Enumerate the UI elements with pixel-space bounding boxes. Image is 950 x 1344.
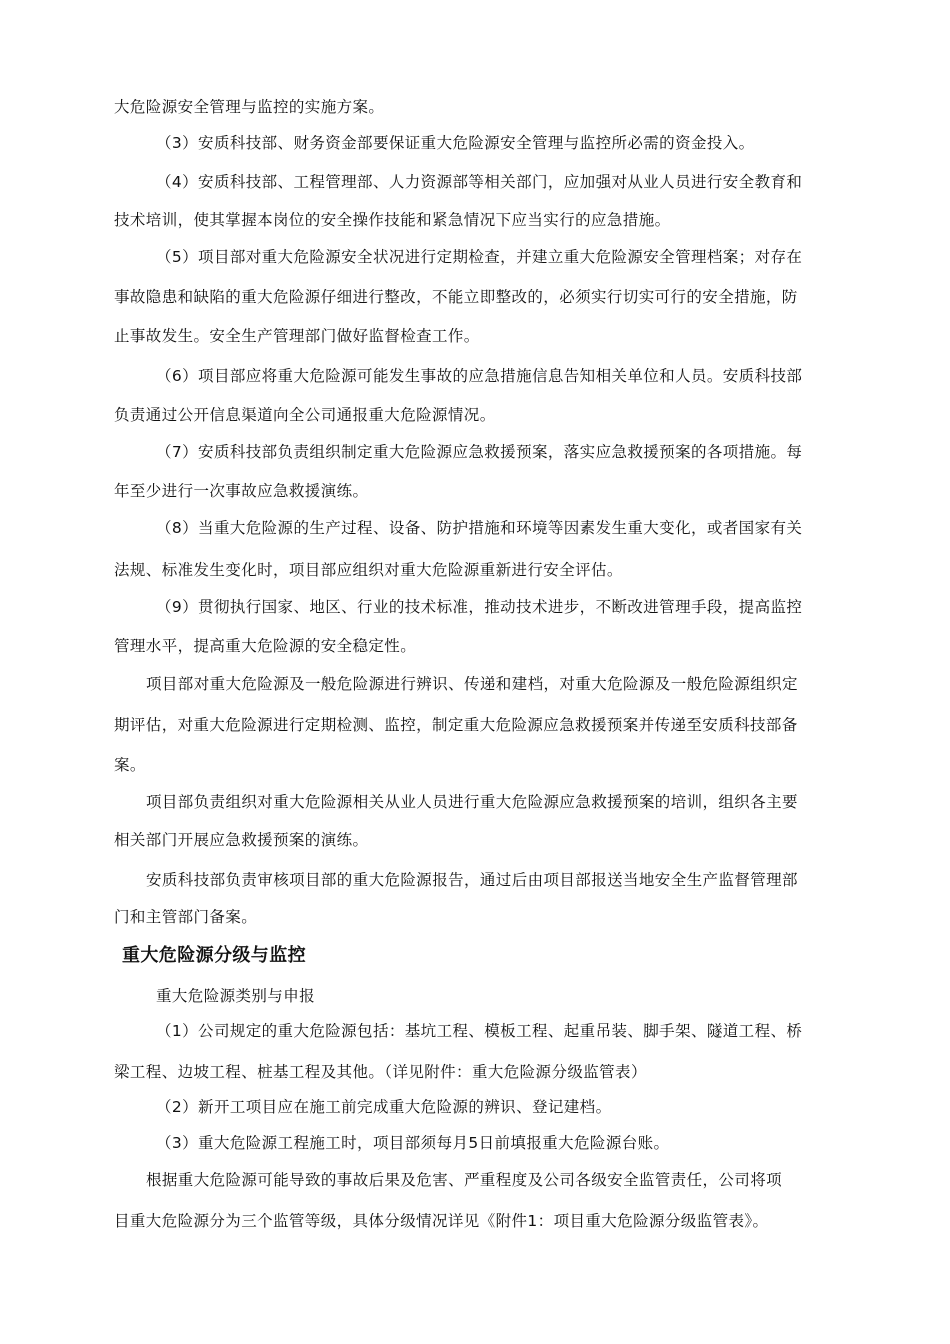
text-line: 管理水平，提高重大危险源的安全稳定性。 <box>114 637 417 655</box>
text-line: 期评估，对重大危险源进行定期检测、监控，制定重大危险源应急救援预案并传递至安质科技部备 <box>114 716 798 734</box>
text-line: 项目部对重大危险源及一般危险源进行辨识、传递和建档，对重大危险源及一般危险源组织定 <box>146 675 798 693</box>
text-line: （4）安质科技部、工程管理部、人力资源部等相关部门，应加强对从业人员进行安全教育和 <box>156 173 803 191</box>
text-line: 相关部门开展应急救援预案的演练。 <box>114 831 369 849</box>
text-line: （9）贯彻执行国家、地区、行业的技术标准，推动技术进步，不断改进管理手段，提高监控 <box>156 598 803 616</box>
text-line: 技术培训，使其掌握本岗位的安全操作技能和紧急情况下应当实行的应急措施。 <box>114 211 671 229</box>
text-line: 法规、标准发生变化时，项目部应组织对重大危险源重新进行安全评估。 <box>114 561 623 579</box>
text-line: （2）新开工项目应在施工前完成重大危险源的辨识、登记建档。 <box>156 1098 612 1116</box>
text-line: 案。 <box>114 756 146 774</box>
section-heading: 重大危险源分级与监控 <box>122 945 306 966</box>
text-line: 门和主管部门备案。 <box>114 908 258 926</box>
text-line: 根据重大危险源可能导致的事故后果及危害、严重程度及公司各级安全监管责任，公司将项 <box>146 1171 783 1189</box>
text-line: 大危险源安全管理与监控的实施方案。 <box>114 98 385 116</box>
text-line: （3）重大危险源工程施工时，项目部须每月5日前填报重大危险源台账。 <box>156 1134 670 1152</box>
text-line: （6）项目部应将重大危险源可能发生事故的应急措施信息告知相关单位和人员。安质科技部 <box>156 367 803 385</box>
text-line: （5）项目部对重大危险源安全状况进行定期检查，并建立重大危险源安全管理档案；对存在 <box>156 248 803 266</box>
text-line: 目重大危险源分为三个监管等级，具体分级情况详见《附件1：项目重大危险源分级监管表》。 <box>114 1212 769 1230</box>
text-line: 事故隐患和缺陷的重大危险源仔细进行整改，不能立即整改的，必须实行切实可行的安全措施，防 <box>114 288 798 306</box>
text-line: 安质科技部负责审核项目部的重大危险源报告，通过后由项目部报送当地安全生产监督管理部 <box>146 871 798 889</box>
text-line: （8）当重大危险源的生产过程、设备、防护措施和环境等因素发生重大变化，或者国家有关 <box>156 519 803 537</box>
text-line: 止事故发生。安全生产管理部门做好监督检查工作。 <box>114 327 480 345</box>
text-line: 负责通过公开信息渠道向全公司通报重大危险源情况。 <box>114 406 496 424</box>
text-line: 梁工程、边坡工程、桩基工程及其他。（详见附件：重大危险源分级监管表） <box>114 1063 647 1081</box>
text-line: （7）安质科技部负责组织制定重大危险源应急救援预案，落实应急救援预案的各项措施。每 <box>156 443 803 461</box>
text-line: 项目部负责组织对重大危险源相关从业人员进行重大危险源应急救援预案的培训，组织各主要 <box>146 793 798 811</box>
text-line: 年至少进行一次事故应急救援演练。 <box>114 482 369 500</box>
text-line: （3）安质科技部、财务资金部要保证重大危险源安全管理与监控所必需的资金投入。 <box>156 134 755 152</box>
subsection-title: 重大危险源类别与申报 <box>156 987 316 1005</box>
text-line: （1）公司规定的重大危险源包括：基坑工程、模板工程、起重吊装、脚手架、隧道工程、桥 <box>156 1022 803 1040</box>
